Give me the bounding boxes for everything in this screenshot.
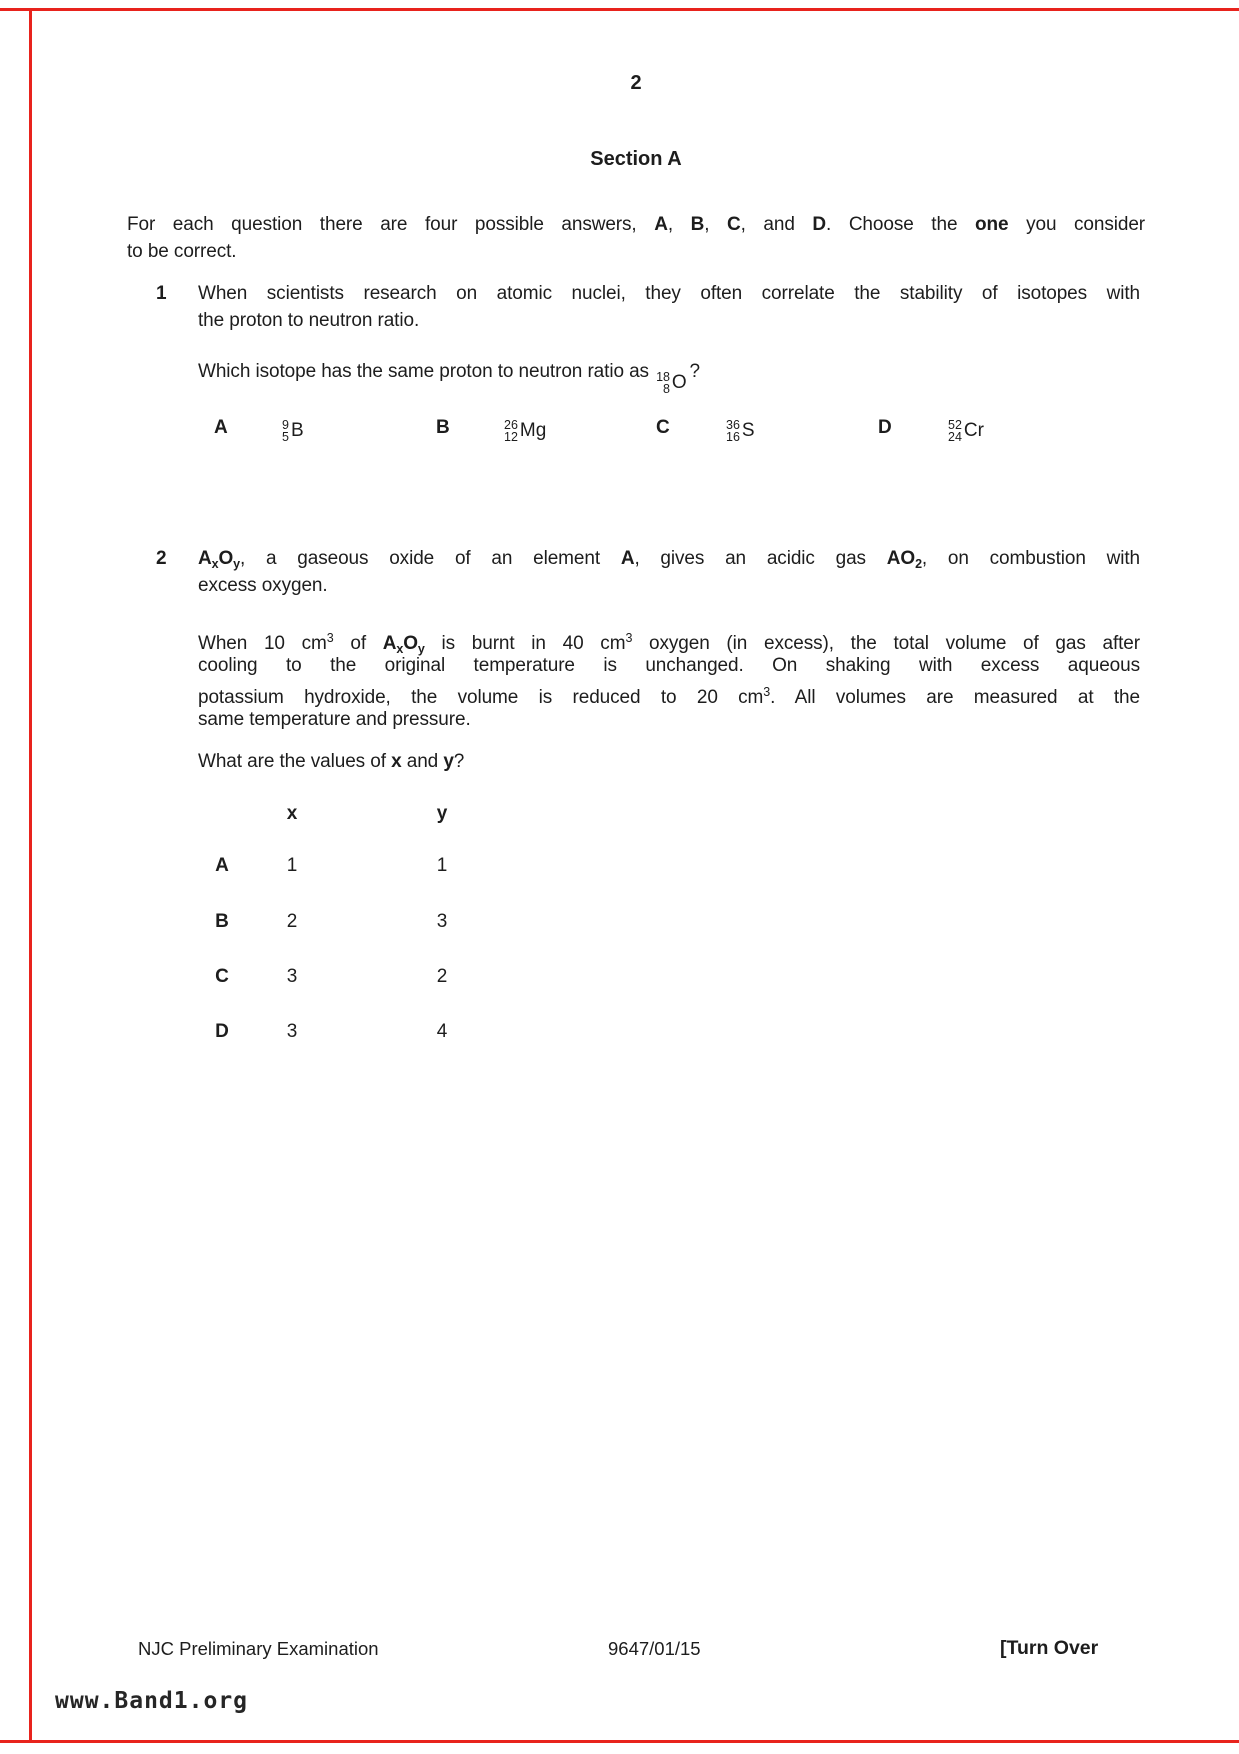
table-row-label: D bbox=[215, 1021, 229, 1042]
option-d-nuclide bbox=[946, 412, 987, 443]
table-row-label: C bbox=[215, 966, 229, 987]
text-run: , bbox=[704, 214, 728, 235]
atomic-number: 12 bbox=[504, 430, 518, 444]
text-run-bold: one bbox=[975, 214, 1009, 235]
text-run: ? bbox=[689, 361, 701, 382]
table-cell-y: 4 bbox=[436, 1021, 448, 1042]
instructions-line2: to be correct. bbox=[127, 241, 237, 262]
mass-number: 9 bbox=[282, 418, 289, 432]
text-run: For each question there are four possible answers, bbox=[127, 214, 655, 235]
text-run-bold: B bbox=[690, 214, 705, 235]
formula-bold: A bbox=[382, 633, 397, 654]
formula-bold: O bbox=[403, 633, 418, 654]
text-run: you consider bbox=[1008, 214, 1146, 235]
text-run: Which isotope has the same proton to neutron ratio as bbox=[198, 361, 655, 382]
page-number: 2 bbox=[630, 72, 642, 94]
red-border-top bbox=[0, 8, 1239, 11]
option-a-label: A bbox=[214, 417, 228, 438]
text-run: , bbox=[667, 214, 691, 235]
table-row-label: B bbox=[215, 911, 229, 932]
text-run: and bbox=[401, 751, 444, 772]
footer-exam-name: NJC Preliminary Examination bbox=[138, 1638, 379, 1659]
mass-number: 18 bbox=[656, 370, 670, 384]
table-row-label: A bbox=[215, 855, 229, 876]
footer-turn-over: [Turn Over bbox=[1000, 1637, 1099, 1659]
element-symbol: S bbox=[741, 420, 755, 441]
question1-stem bbox=[198, 358, 1140, 395]
red-border-bottom bbox=[0, 1740, 1239, 1743]
table-header-y: y bbox=[436, 803, 448, 824]
subscript: y bbox=[417, 642, 425, 656]
question2-p1-line2: excess oxygen. bbox=[198, 575, 328, 596]
formula-bold: A bbox=[198, 548, 212, 569]
text-run: , gives an acidic gas bbox=[634, 548, 887, 569]
table-cell-x: 1 bbox=[286, 855, 298, 876]
option-a-nuclide bbox=[280, 412, 307, 443]
mass-number: 52 bbox=[948, 418, 962, 432]
element-symbol: B bbox=[290, 420, 304, 441]
question2-number: 2 bbox=[156, 548, 167, 569]
text-run-bold: C bbox=[727, 214, 741, 235]
text-run: . All volumes are measured at the bbox=[770, 687, 1140, 708]
footer-paper-code: 9647/01/15 bbox=[608, 1638, 701, 1659]
red-border-left bbox=[29, 8, 32, 1743]
formula-bold: O bbox=[218, 548, 234, 569]
text-run: ? bbox=[453, 751, 465, 772]
text-run-bold: x bbox=[391, 751, 402, 772]
text-run-bold: A bbox=[654, 214, 668, 235]
question1-number: 1 bbox=[156, 283, 167, 304]
element-symbol: Mg bbox=[519, 420, 547, 441]
subscript: 2 bbox=[915, 557, 922, 571]
superscript: 3 bbox=[326, 631, 334, 645]
text-run: oxygen (in excess), the total volume of gas after bbox=[632, 633, 1140, 654]
question1-line2: the proton to neutron ratio. bbox=[198, 310, 420, 331]
mass-number: 36 bbox=[726, 418, 740, 432]
atomic-number: 16 bbox=[726, 430, 740, 444]
question2-ask bbox=[198, 748, 1140, 775]
text-run: , on combustion with bbox=[921, 548, 1140, 569]
text-run: is burnt in 40 cm bbox=[424, 633, 626, 654]
section-heading: Section A bbox=[590, 148, 682, 170]
instructions-line1 bbox=[127, 211, 1145, 238]
table-cell-x: 3 bbox=[286, 966, 298, 987]
watermark-url: www.Band1.org bbox=[55, 1688, 249, 1714]
instructions bbox=[127, 211, 1145, 265]
text-run: When 10 cm bbox=[198, 633, 327, 654]
option-c-nuclide bbox=[724, 412, 758, 443]
atomic-number: 24 bbox=[948, 430, 962, 444]
text-run: potassium hydroxide, the volume is reduced to 20 cm bbox=[198, 687, 764, 708]
text-run: . Choose the bbox=[826, 214, 975, 235]
text-run: , a gaseous oxide of an element bbox=[240, 548, 621, 569]
question2-p2-line4: same temperature and pressure. bbox=[198, 709, 471, 730]
text-run-bold: y bbox=[443, 751, 454, 772]
subscript: x bbox=[211, 557, 219, 571]
subscript: x bbox=[396, 642, 404, 656]
table-cell-x: 3 bbox=[286, 1021, 298, 1042]
table-cell-y: 2 bbox=[436, 966, 448, 987]
option-b-label: B bbox=[436, 417, 450, 438]
table-cell-y: 1 bbox=[436, 855, 448, 876]
element-symbol: Cr bbox=[963, 420, 984, 441]
subscript: y bbox=[233, 557, 241, 571]
table-cell-y: 3 bbox=[436, 911, 448, 932]
atomic-number: 5 bbox=[282, 430, 289, 444]
option-b-nuclide bbox=[502, 412, 549, 443]
table-cell-x: 2 bbox=[286, 911, 298, 932]
mass-number: 26 bbox=[504, 418, 518, 432]
superscript: 3 bbox=[763, 685, 771, 699]
element-symbol: O bbox=[671, 372, 687, 393]
question1-line1: When scientists research on atomic nuclei, they often correlate the stability of isotopes with bbox=[198, 283, 1140, 304]
table-header-x: x bbox=[286, 803, 298, 824]
formula-bold: AO bbox=[886, 548, 916, 569]
text-run: , and bbox=[740, 214, 813, 235]
question2-p2-line2: cooling to the original temperature is unchanged. On shaking with excess aqueous bbox=[198, 655, 1140, 676]
text-run-bold: D bbox=[812, 214, 827, 235]
atomic-number: 8 bbox=[663, 382, 670, 396]
formula-bold: A bbox=[620, 548, 635, 569]
option-d-label: D bbox=[878, 417, 892, 438]
text-run: of bbox=[333, 633, 383, 654]
nuclide-O18 bbox=[656, 371, 686, 395]
text-run: What are the values of bbox=[198, 751, 392, 772]
option-c-label: C bbox=[656, 417, 670, 438]
superscript: 3 bbox=[625, 631, 633, 645]
